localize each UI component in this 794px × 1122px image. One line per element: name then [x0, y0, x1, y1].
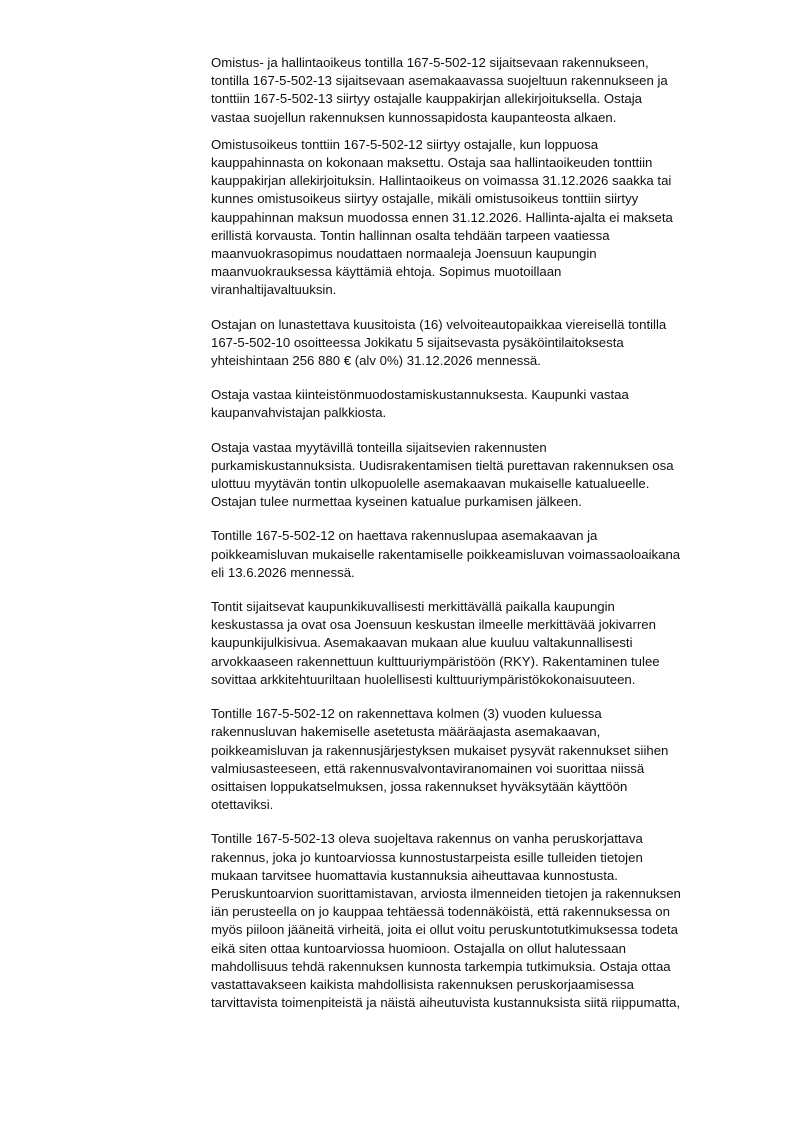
document-page — [211, 54, 737, 1028]
paragraph-property-formation-costs: Ostaja vastaa kiinteistönmuodostamiskustannuksesta. Kaupunki vastaa kaupanvahvistajan palkkiosta. — [211, 387, 629, 421]
paragraph-parking-spaces: Ostajan on lunastettava kuusitoista (16) velvoiteautopaikkaa viereisellä tontilla 167-5-502-10 osoitteessa Jokikatu 5 sijaitsevasta pysäköintilaitoksesta yhteishintaan 256 880 € (alv 0%) 31.12.2026 mennessä. — [211, 316, 667, 369]
paragraph-ownership-right: Omistusoikeus tonttiin 167-5-502-12 siirtyy ostajalle, kun loppuosa kauppahinnasta on kokonaan maksettu. Ostaja saa hallintaoikeuden tonttiin kauppakirjan allekirjoituksin. Hallintaoikeus on voimassa 31.12.2026 saakka tai kunnes omistusoikeus siirtyy ostajalle, mikäli omistusoikeus tonttiin siirtyy kauppahinnan maksun muodossa ennen 31.12.2026. Hallinta-ajalta ei makseta erillistä korvausta. Tontin hallinnan osalta tehdään tarpeen vaatiessa maanvuokrasopimus noudattaen normaaleja Joensuun kaupungin maanvuokrauksessa käyttämiä ehtoja. Sopimus muotoillaan viranhaltijavaltuuksin. — [211, 136, 673, 298]
paragraph-construction-deadline: Tontille 167-5-502-12 on rakennettava kolmen (3) vuoden kuluessa rakennusluvan hakemiselle asetetusta määräajasta asemakaavan, poikkeamisluvan ja rakennusjärjestyksen mukaiset pysyvät rakennukset siihen valmiusasteeseen, että rakennusvalvontaviranomainen voi suorittaa niissä osittaisen loppukatselmuksen, jossa rakennukset hyväksytään käyttöön otettaviksi. — [211, 706, 669, 813]
paragraph-ownership-transfer: Omistus- ja hallintaoikeus tontilla 167-5-502-12 sijaitsevaan rakennukseen, tontilla 167-5-502-13 sijaitsevaan asemakaavassa suojeltuun rakennukseen ja tonttiin 167-5-502-13 siirtyy ostajalle kauppakirjan allekirjoituksella. Ostaja vastaa suojellun rakennuksen kunnossapidosta kaupanteosta alkaen. — [211, 55, 668, 125]
paragraph-demolition-costs: Ostaja vastaa myytävillä tonteilla sijaitsevien rakennusten purkamiskustannuksista. Uudisrakentamisen tieltä purettavan rakennuksen osa ulottuu myytävän tontin ulkopuolelle asemakaavan mukaiselle katualueelle. Ostajan tulee nurmettaa kyseinen katualue purkamisen jälkeen. — [211, 439, 674, 510]
paragraph-protected-building: Tontille 167-5-502-13 oleva suojeltava rakennus on vanha peruskorjattava rakennus, joka jo kuntoarviossa kunnostustarpeista esille tulleiden tietojen mukaan tarvitsee huomattavia kustannuksia aiheuttavaa kunnostusta. Peruskuntoarvion suorittamistavan, arviosta ilmenneiden tietojen ja rakennuksen iän perusteella on jo kauppaa tehtäessä todennäköistä, että rakennuksessa on myös piiloon jääneitä virheitä, joita ei ollut voitu peruskuntotutkimuksessa todeta eikä siten ottaa kuntoarviossa huomioon. Ostajalla on ollut halutessaan mahdollisuus tehdä rakennuksen kunnosta tarkempia tutkimuksia. Ostaja ottaa vastattavakseen kaikista mahdollisista rakennuksen peruskorjaamisessa tarvittavista toimenpiteistä ja näistä aiheutuvista kustannuksista siitä riippumatta, — [211, 831, 681, 1011]
paragraph-townscape: Tontit sijaitsevat kaupunkikuvallisesti merkittävällä paikalla kaupungin keskustassa ja ovat osa Joensuun keskustan ilmeelle merkittävää jokivarren kaupunkijulkisivua. Asemakaavan mukaan alue kuuluu valtakunnallisesti arvokkaaseen rakennettuun kulttuuriympäristöön (RKY). Rakentaminen tulee sovittaa arkkitehtuuriltaan huolellisesti kulttuuriympäristökokonaisuuteen. — [211, 599, 660, 687]
paragraph-building-permit: Tontille 167-5-502-12 on haettava rakennuslupaa asemakaavan ja poikkeamisluvan mukaiselle rakentamiselle poikkeamisluvan voimassaoloaikana eli 13.6.2026 mennessä. — [211, 528, 681, 580]
